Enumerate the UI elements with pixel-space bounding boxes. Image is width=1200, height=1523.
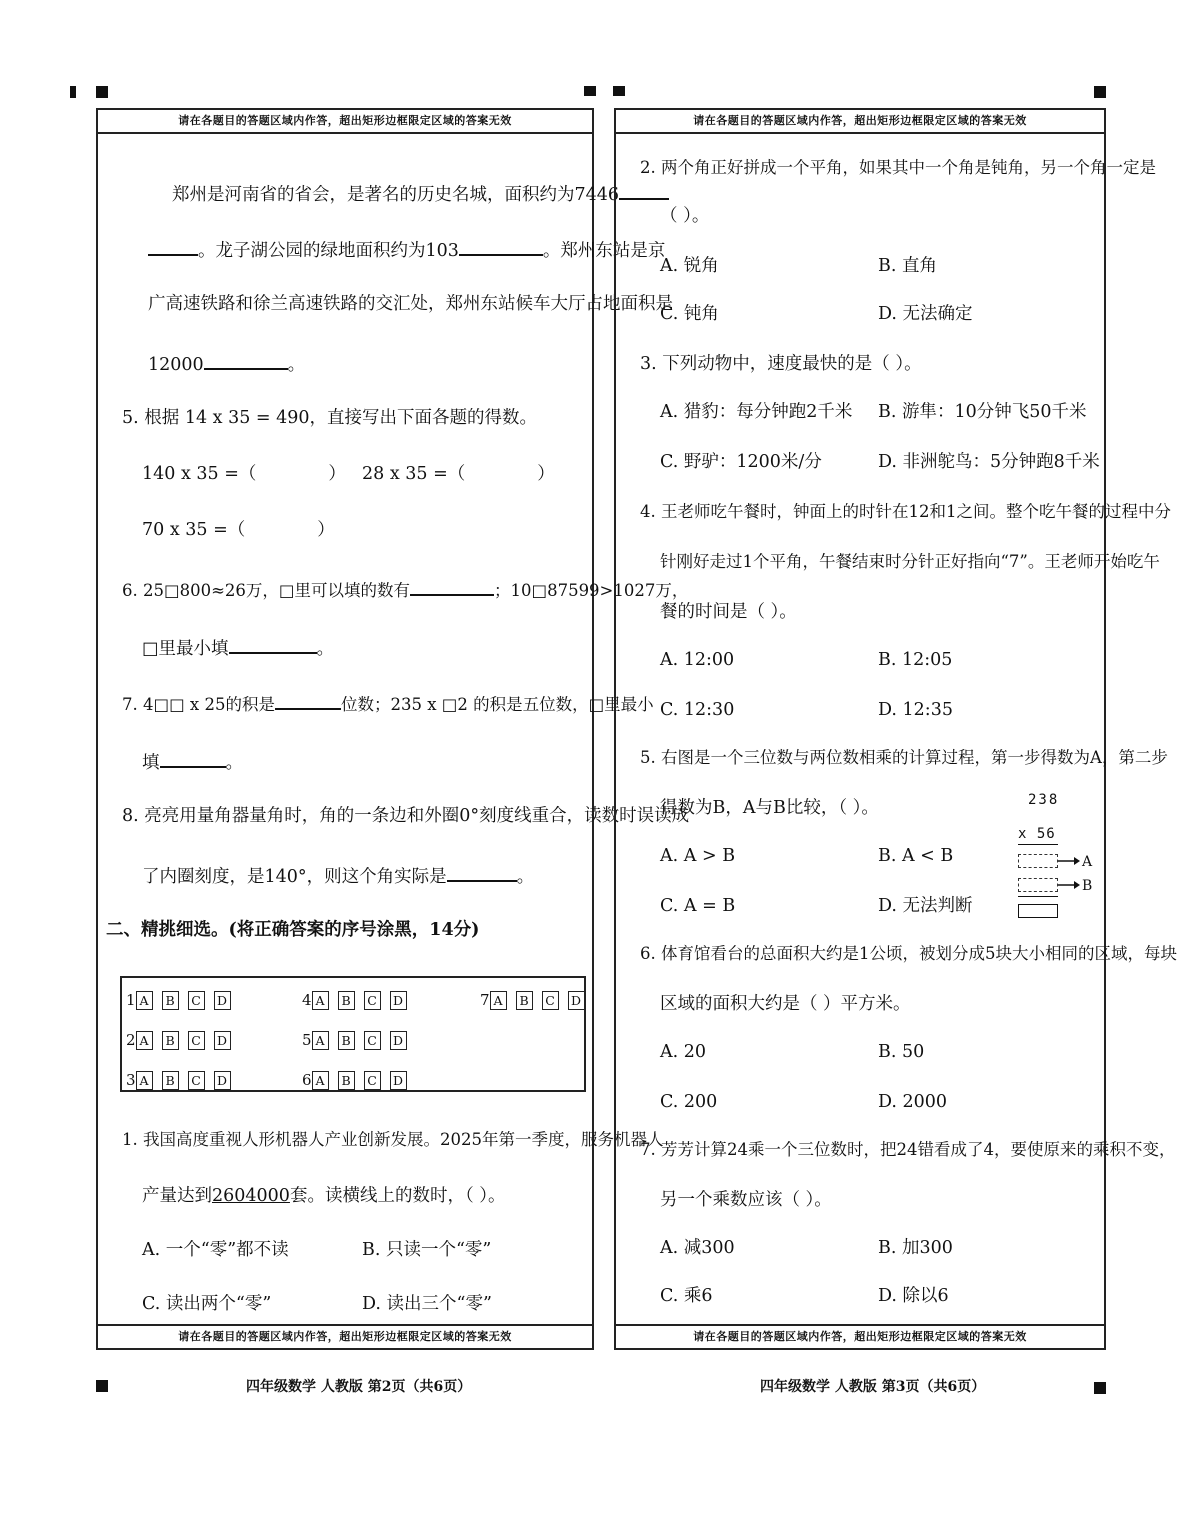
- q5-option-c[interactable]: C. A = B: [660, 896, 736, 916]
- q5-part-text: ）: [317, 520, 335, 540]
- answer-row-2: [126, 1030, 240, 1050]
- passage-line-1: [172, 184, 669, 205]
- section-2-title: 二、精挑细选。(将正确答案的序号涂黑，14分): [106, 920, 480, 940]
- arrow-icons: [1058, 852, 1102, 896]
- registration-mark: [1094, 1382, 1106, 1394]
- bubble-a[interactable]: A: [490, 991, 507, 1010]
- bubble-d[interactable]: D: [214, 991, 231, 1010]
- answer-row-7: [480, 990, 594, 1010]
- passage-line-3: 广高速铁路和徐兰高速铁路的交汇处，郑州东站候车大厅占地面积是: [148, 294, 673, 314]
- q4-option-c[interactable]: C. 12:30: [660, 700, 735, 720]
- answer-number: 4: [302, 991, 312, 1009]
- answer-row-3: [126, 1070, 240, 1090]
- q7-option-a[interactable]: A. 减300: [660, 1238, 735, 1258]
- bubble-b[interactable]: B: [162, 1071, 179, 1090]
- q6-line-1: 6. 体育馆看台的总面积大约是1公顷，被划分成5块大小相同的区域，每块: [640, 944, 1177, 963]
- q6-option-b[interactable]: B. 50: [878, 1042, 925, 1062]
- footer-page-3: 四年级数学 人教版 第3页（共6页）: [760, 1379, 986, 1395]
- label-b: B: [1082, 878, 1093, 894]
- bubble-a[interactable]: A: [136, 991, 153, 1010]
- bubble-c[interactable]: C: [364, 1031, 381, 1050]
- passage-line-2: [148, 240, 665, 261]
- footer-page-2: 四年级数学 人教版 第2页（共6页）: [246, 1379, 472, 1395]
- q4-line-2: 针刚好走过1个平角，午餐结束时分针正好指向“7”。王老师开始吃午: [660, 552, 1160, 571]
- q2-option-d[interactable]: D. 无法确定: [878, 304, 973, 324]
- passage-text: 12000: [148, 355, 204, 375]
- product-box: [1018, 904, 1058, 918]
- q3-option-c[interactable]: C. 野驴：1200米/分: [660, 452, 822, 472]
- q2-line-1: 2. 两个角正好拼成一个平角，如果其中一个角是钝角，另一个角一定是: [640, 158, 1156, 177]
- answer-number: 6: [302, 1071, 312, 1089]
- question-6-line-2: [142, 638, 334, 659]
- q4-line-1: 4. 王老师吃午餐时，钟面上的时针在12和1之间。整个吃午餐的过程中分: [640, 502, 1171, 521]
- q7-line-1: 7. 芳芳计算24乘一个三位数时，把24错看成了4，要使原来的乘积不变，: [640, 1140, 1176, 1159]
- bubble-b[interactable]: B: [162, 1031, 179, 1050]
- mq1-option-a[interactable]: A. 一个“零”都不读: [142, 1240, 289, 1260]
- q7-line-2: 另一个乘数应该（ ）。: [660, 1190, 832, 1210]
- region-notice-bottom: 请在各题目的答题区域内作答，超出矩形边框限定区域的答案无效: [98, 1324, 592, 1348]
- passage-text: 郑州是河南省的省会，是著名的历史名城，面积约为7446: [172, 185, 620, 205]
- bubble-d[interactable]: D: [214, 1071, 231, 1090]
- passage-line-4: [148, 354, 305, 375]
- registration-mark: [96, 1380, 108, 1392]
- question-6-line-1: [122, 580, 688, 600]
- answer-row-1: [126, 990, 240, 1010]
- question-8-line-2: [142, 866, 534, 887]
- q6-text: ；10□87599>1027万，: [493, 581, 689, 600]
- q2-line-2: （ ）。: [660, 206, 710, 226]
- q5-part-c: [142, 522, 335, 540]
- mc-question-1-line-1: 1. 我国高度重视人形机器人产业创新发展。2025年第一季度，服务机器人: [122, 1130, 664, 1149]
- region-notice-top: 请在各题目的答题区域内作答，超出矩形边框限定区域的答案无效: [98, 110, 592, 134]
- mq1-option-c[interactable]: C. 读出两个“零”: [142, 1294, 272, 1314]
- answer-sheet-grid: [120, 976, 586, 1092]
- q3-line-1: 3. 下列动物中，速度最快的是（ ）。: [640, 354, 922, 374]
- bubble-b[interactable]: B: [162, 991, 179, 1010]
- q5-part-text: 140 x 35 =（: [142, 464, 257, 484]
- q4-option-d[interactable]: D. 12:35: [878, 700, 953, 720]
- registration-mark: [1094, 86, 1106, 98]
- q7-text: 位数；235 x □2 的积是五位数，□里最小: [340, 695, 654, 714]
- q7-text: 。: [225, 753, 243, 773]
- bubble-b[interactable]: B: [338, 1031, 355, 1050]
- passage-text: 。龙子湖公园的绿地面积约为103: [198, 241, 459, 261]
- q5-option-d[interactable]: D. 无法判断: [878, 896, 973, 916]
- mq1-option-d[interactable]: D. 读出三个“零”: [362, 1294, 492, 1314]
- bubble-c[interactable]: C: [364, 1071, 381, 1090]
- q4-option-a[interactable]: A. 12:00: [660, 650, 735, 670]
- q5-part-text: 28 x 35 =（: [362, 464, 466, 484]
- question-8-line-1: 8. 亮亮用量角器量角时，角的一条边和外圈0°刻度线重合，读数时误读成: [122, 806, 690, 826]
- registration-mark: [584, 86, 596, 96]
- bubble-b[interactable]: B: [338, 1071, 355, 1090]
- q4-option-b[interactable]: B. 12:05: [878, 650, 953, 670]
- q5-part-a: [142, 466, 346, 484]
- answer-blank[interactable]: [447, 866, 517, 882]
- bubble-c[interactable]: C: [364, 991, 381, 1010]
- answer-blank[interactable]: [204, 354, 288, 370]
- q7-option-b[interactable]: B. 加300: [878, 1238, 953, 1258]
- q6-option-d[interactable]: D. 2000: [878, 1092, 948, 1112]
- answer-row-4: [302, 990, 416, 1010]
- answer-row-5: [302, 1030, 416, 1050]
- q6-text: 。: [316, 639, 335, 659]
- bubble-c[interactable]: C: [188, 1071, 205, 1090]
- registration-mark: [613, 86, 625, 96]
- answer-blank[interactable]: [459, 240, 543, 256]
- bubble-d[interactable]: D: [390, 1071, 407, 1090]
- question-7-line-2: [142, 752, 243, 773]
- q6-option-c[interactable]: C. 200: [660, 1092, 718, 1112]
- q7-text: 填: [142, 753, 160, 773]
- answer-number: 3: [126, 1071, 136, 1089]
- q5-part-text: 70 x 35 =（: [142, 520, 246, 540]
- q2-option-b[interactable]: B. 直角: [878, 256, 937, 276]
- q2-option-a[interactable]: A. 锐角: [660, 256, 719, 276]
- answer-blank[interactable]: [160, 752, 226, 768]
- passage-text: 。: [287, 355, 306, 375]
- registration-mark: [70, 86, 76, 98]
- question-7-line-1: [122, 694, 654, 714]
- answer-blank[interactable]: [229, 638, 317, 654]
- bubble-b[interactable]: B: [338, 991, 355, 1010]
- q2-option-c[interactable]: C. 钝角: [660, 304, 719, 324]
- answer-number: 5: [302, 1031, 312, 1049]
- bubble-a[interactable]: A: [136, 1071, 153, 1090]
- step-a-box: [1018, 854, 1058, 868]
- passage-text: 。郑州东站是京: [542, 241, 666, 261]
- bubble-a[interactable]: A: [136, 1031, 153, 1050]
- q8-text: 。: [516, 867, 535, 887]
- mc-question-1-line-2: [142, 1188, 506, 1206]
- q6-text: 6. 25□800≈26万，□里可以填的数有: [122, 581, 410, 600]
- bubble-b[interactable]: B: [516, 991, 533, 1010]
- bubble-c[interactable]: C: [542, 991, 559, 1010]
- calc-rule: [1018, 896, 1058, 897]
- q6-line-2: 区域的面积大约是（ ）平方米。: [660, 994, 911, 1014]
- answer-number: 2: [126, 1031, 136, 1049]
- bubble-d[interactable]: D: [390, 1031, 407, 1050]
- bubble-d[interactable]: D: [568, 991, 585, 1010]
- q5-option-a[interactable]: A. A > B: [660, 846, 736, 866]
- bubble-c[interactable]: C: [188, 991, 205, 1010]
- bubble-c[interactable]: C: [188, 1031, 205, 1050]
- mq1-option-b[interactable]: B. 只读一个“零”: [362, 1240, 492, 1260]
- bubble-a[interactable]: A: [312, 1071, 329, 1090]
- answer-number: 1: [126, 991, 136, 1009]
- region-notice-bottom: 请在各题目的答题区域内作答，超出矩形边框限定区域的答案无效: [616, 1324, 1104, 1348]
- bubble-d[interactable]: D: [390, 991, 407, 1010]
- mq1-text: 产量达到: [142, 1186, 212, 1206]
- q3-option-b[interactable]: B. 游隼：10分钟飞50千米: [878, 402, 1087, 422]
- q5-part-text: ）: [537, 464, 555, 484]
- q7-text: 7. 4□□ x 25的积是: [122, 695, 275, 714]
- q7-option-c[interactable]: C. 乘6: [660, 1286, 713, 1306]
- bubble-a[interactable]: A: [312, 1031, 329, 1050]
- registration-mark: [96, 86, 108, 98]
- q5-part-b: [362, 466, 555, 484]
- q6-option-a[interactable]: A. 20: [660, 1042, 707, 1062]
- answer-blank[interactable]: [148, 240, 198, 256]
- q3-option-d[interactable]: D. 非洲鸵鸟：5分钟跑8千米: [878, 452, 1100, 472]
- q3-option-a[interactable]: A. 猎豹：每分钟跑2千米: [660, 402, 853, 422]
- q6-text: □里最小填: [142, 639, 229, 659]
- answer-blank[interactable]: [410, 580, 494, 596]
- answer-row-6: [302, 1070, 416, 1090]
- q7-option-d[interactable]: D. 除以6: [878, 1286, 949, 1306]
- q5-line-2: 得数为B，A与B比较，（ ）。: [660, 798, 879, 818]
- calc-multiplier: x 56: [1018, 826, 1056, 842]
- answer-number: 7: [480, 991, 490, 1009]
- answer-blank[interactable]: [275, 694, 341, 710]
- step-b-box: [1018, 878, 1058, 892]
- calc-rule: [1018, 844, 1058, 845]
- q5-option-b[interactable]: B. A < B: [878, 846, 954, 866]
- right-answer-region: [614, 108, 1177, 1350]
- multiplication-diagram: [1014, 788, 1104, 938]
- q4-line-3: 餐的时间是（ ）。: [660, 602, 797, 622]
- question-5-stem: 5. 根据 14 x 35 = 490，直接写出下面各题的得数。: [122, 408, 538, 428]
- q5-line-1: 5. 右图是一个三位数与两位数相乘的计算过程，第一步得数为A，第二步: [640, 748, 1168, 767]
- bubble-a[interactable]: A: [312, 991, 329, 1010]
- label-a: A: [1082, 854, 1093, 870]
- calc-multiplicand: 238: [1028, 792, 1060, 808]
- underlined-number: 2604000: [212, 1186, 290, 1206]
- q8-text: 了内圈刻度，是140°，则这个角实际是: [142, 867, 447, 887]
- mq1-text: 套。读横线上的数时，（ ）。: [289, 1186, 506, 1206]
- region-notice-top: 请在各题目的答题区域内作答，超出矩形边框限定区域的答案无效: [616, 110, 1104, 134]
- bubble-d[interactable]: D: [214, 1031, 231, 1050]
- q5-part-text: ）: [328, 464, 346, 484]
